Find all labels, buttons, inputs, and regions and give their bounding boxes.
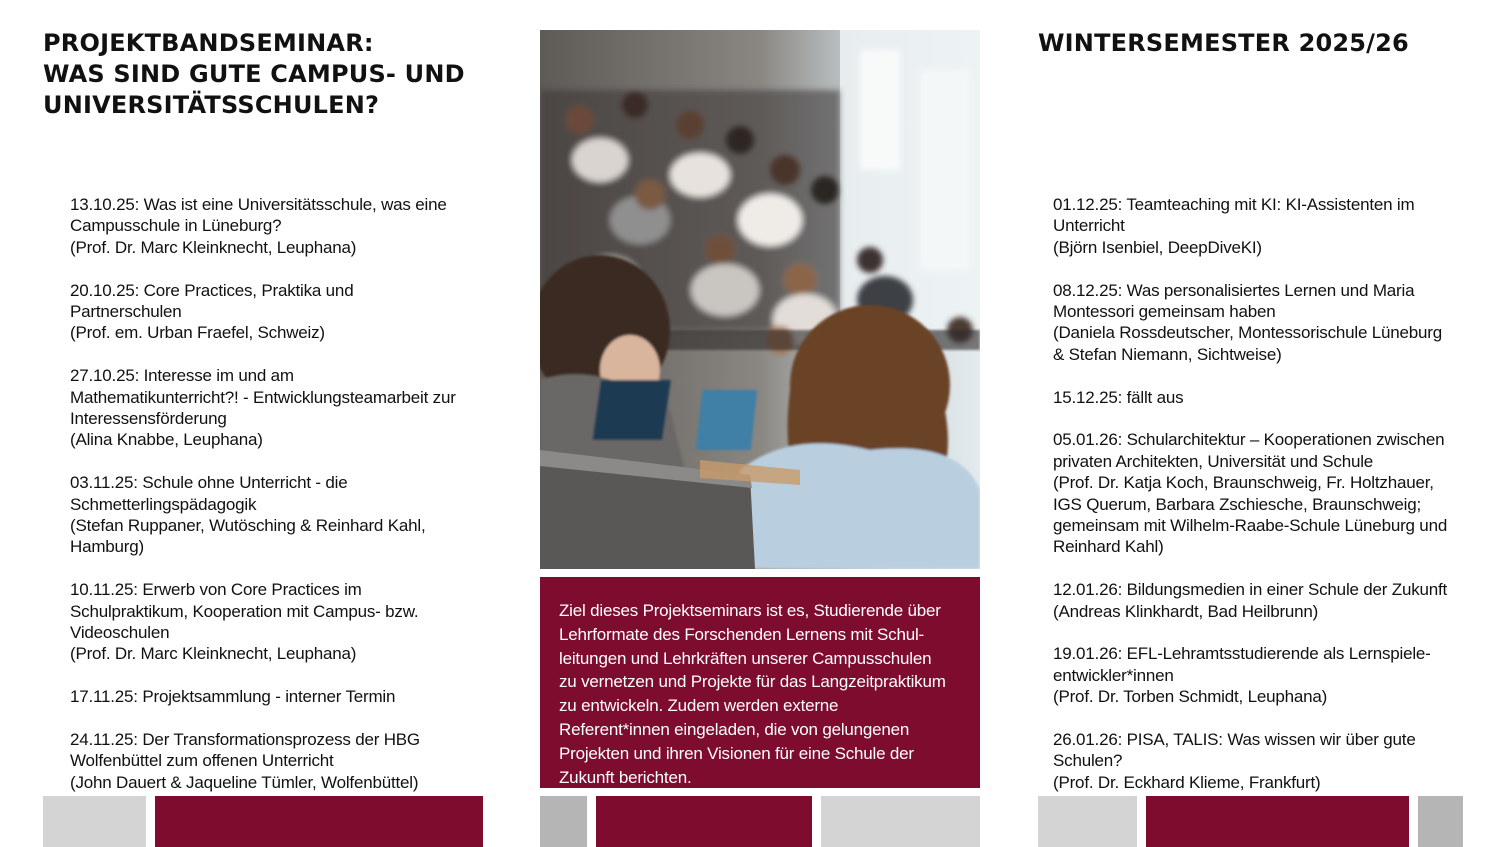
schedule-line: (Stefan Ruppaner, Wutösching & Reinhard Kahl, — [70, 516, 426, 536]
schedule-line: 10.11.25: Erwerb von Core Practices im — [70, 580, 362, 600]
schedule-item — [1053, 429, 1453, 557]
schedule-list-left — [70, 194, 490, 815]
schedule-line: IGS Querum, Barbara Zschiesche, Braunschweig; — [1053, 494, 1421, 514]
schedule-item — [70, 472, 490, 558]
schedule-line: 01.12.25: Teamteaching mit KI: KI-Assistenten im — [1053, 195, 1415, 214]
schedule-item — [70, 365, 490, 451]
lecture-hall-photo — [540, 30, 980, 569]
schedule-line: gemeinsam mit Wilhelm-Raabe-Schule Lüneburg und — [1053, 516, 1448, 536]
schedule-line: (Prof. Dr. Marc Kleinknecht, Leuphana) — [70, 237, 357, 257]
schedule-line: 19.01.26: EFL-Lehramtsstudierende als Lernspiele- — [1053, 644, 1431, 664]
schedule-item — [70, 729, 490, 793]
page-title: PROJEKTBANDSEMINAR: WAS SIND GUTE CAMPUS- UND UNIVERSITÄTSSCHULEN? — [43, 29, 465, 119]
schedule-line: Schmetterlingspädagogik — [70, 494, 257, 514]
schedule-line: 20.10.25: Core Practices, Praktika und — [70, 280, 354, 300]
schedule-line: (Alina Knabbe, Leuphana) — [70, 430, 263, 450]
schedule-line: Reinhard Kahl) — [1053, 537, 1164, 557]
schedule-line: 13.10.25: Was ist eine Universitätsschule, was eine — [70, 195, 447, 214]
schedule-line: 03.11.25: Schule ohne Unterricht - die — [70, 473, 348, 493]
footer-block-gray-dark — [1418, 796, 1463, 847]
schedule-line: (Prof. Dr. Torben Schmidt, Leuphana) — [1053, 687, 1328, 707]
schedule-line: Hamburg) — [70, 537, 144, 557]
seminar-description: Ziel dieses Projektseminars ist es, Studierende über Lehrformate des Forschenden Lernens mit Schul-leitungen und Lehrkräften unserer Campusschulen zu vernetzen und Projekte für das Langzeitpraktikum zu entwickeln. Zudem werden externe Referent*innen eingeladen, die von gelungenen Projekten und ihren Visionen für eine Schule der Zukunft berichten. — [559, 601, 946, 787]
schedule-line: Mathematikunterricht?! - Entwicklungsteamarbeit zur — [70, 387, 456, 407]
schedule-line: Partnerschulen — [70, 302, 182, 322]
footer-block-gray — [1038, 796, 1137, 847]
schedule-line: (Björn Isenbiel, DeepDiveKI) — [1053, 237, 1262, 257]
schedule-line: entwickler*innen — [1053, 665, 1174, 685]
schedule-item — [70, 194, 490, 258]
schedule-line: 05.01.26: Schularchitektur – Kooperationen zwischen — [1053, 430, 1445, 450]
schedule-line: (Daniela Rossdeutscher, Montessorischule Lüneburg — [1053, 323, 1442, 343]
schedule-line: Interessensförderung — [70, 409, 227, 429]
schedule-line: 12.01.26: Bildungsmedien in einer Schule der Zukunft — [1053, 580, 1448, 600]
schedule-line: privaten Architekten, Universität und Schule — [1053, 451, 1374, 471]
schedule-line: 27.10.25: Interesse im und am — [70, 366, 294, 386]
lecture-hall-illustration — [540, 30, 980, 569]
schedule-line: Schulpraktikum, Kooperation mit Campus- bzw. — [70, 601, 419, 621]
info-box — [540, 577, 980, 788]
schedule-line: (Prof. Dr. Katja Koch, Braunschweig, Fr. Holtzhauer, — [1053, 473, 1434, 493]
schedule-item — [1053, 729, 1453, 793]
schedule-item — [70, 280, 490, 344]
schedule-line: Videoschulen — [70, 623, 170, 643]
schedule-line: 15.12.25: fällt aus — [1053, 387, 1184, 407]
schedule-item — [1053, 387, 1453, 408]
schedule-line: Schulen? — [1053, 751, 1123, 771]
footer-block-maroon — [1146, 796, 1409, 847]
footer-block-maroon — [596, 796, 812, 847]
footer-block-maroon — [155, 796, 483, 847]
schedule-line: 26.01.26: PISA, TALIS: Was wissen wir über gute — [1053, 730, 1416, 750]
footer-block-gray — [821, 796, 980, 847]
schedule-line: Montessori gemeinsam haben — [1053, 302, 1276, 322]
schedule-item — [1053, 194, 1453, 258]
schedule-item — [1053, 643, 1453, 707]
schedule-item — [1053, 579, 1453, 622]
schedule-line: Unterricht — [1053, 216, 1125, 236]
schedule-line: Wolfenbüttel zum offenen Unterricht — [70, 751, 334, 771]
schedule-line: (Prof. em. Urban Fraefel, Schweiz) — [70, 323, 325, 343]
schedule-line: & Stefan Niemann, Sichtweise) — [1053, 344, 1282, 364]
schedule-item — [70, 579, 490, 665]
schedule-line: Campusschule in Lüneburg? — [70, 216, 282, 236]
schedule-line: 08.12.25: Was personalisiertes Lernen und Maria — [1053, 280, 1415, 300]
schedule-line: (Prof. Dr. Marc Kleinknecht, Leuphana) — [70, 644, 357, 664]
schedule-line: (Andreas Klinkhardt, Bad Heilbrunn) — [1053, 601, 1319, 621]
schedule-item — [1053, 280, 1453, 366]
schedule-line: 17.11.25: Projektsammlung - interner Termin — [70, 687, 396, 707]
footer-block-gray — [43, 796, 146, 847]
schedule-line: 24.11.25: Der Transformationsprozess der HBG — [70, 730, 420, 750]
schedule-line: (Prof. Dr. Eckhard Klieme, Frankfurt) — [1053, 772, 1321, 792]
schedule-line: (John Dauert & Jaqueline Tümler, Wolfenbüttel) — [70, 772, 419, 792]
footer-block-gray-dark — [540, 796, 587, 847]
schedule-item — [70, 686, 490, 707]
semester-title: WINTERSEMESTER 2025/26 — [1038, 29, 1409, 57]
schedule-list-right — [1053, 194, 1453, 815]
